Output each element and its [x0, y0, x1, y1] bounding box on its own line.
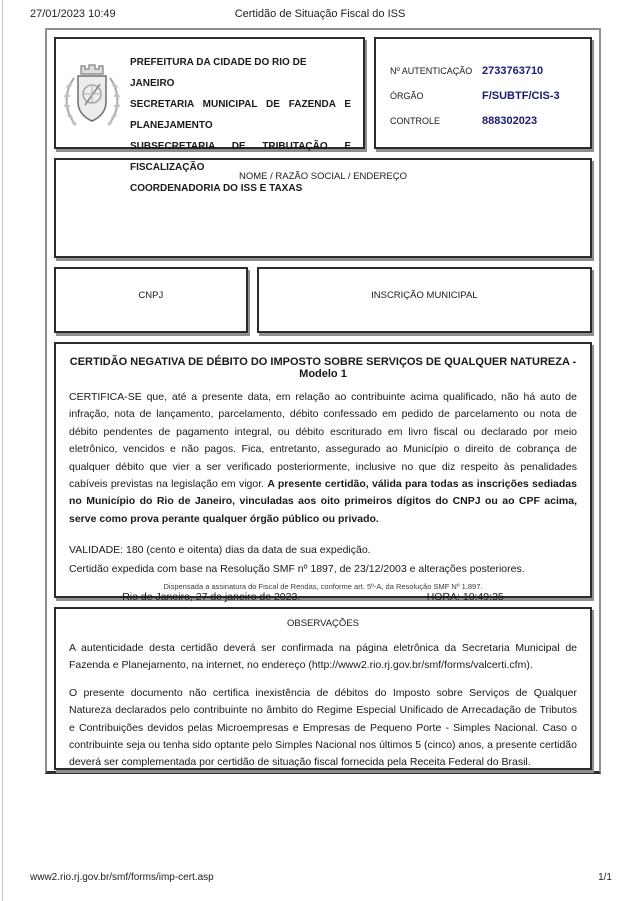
- issuer-line-subsecretaria: SUBSECRETARIA DE TRIBUTAÇÃO E FISCALIZAÇÃO: [130, 141, 351, 173]
- observation-paragraph-simples-nacional: O presente documento não certifica inexistência de débitos do Imposto sobre Serviços de Qualquer Natureza declarados pelo contribuinte no âmbito do Regime Especial Unificado de Arrecadação de Tributos e Contribuições devidos pelas Microempresas e Empresas de Pequeno Porte - Simples Nacional. Caso o contribuinte seja ou tenha sido optante pelo Simples Nacional nos últimos 5 (cinco) anos, a presente certidão deverá ser complementada por certidão de situação fiscal fornecida pela Receita Federal do Brasil.: [69, 686, 577, 769]
- print-footer-page-number: 1/1: [598, 872, 612, 883]
- resolution-line: Certidão expedida com base na Resolução SMF nº 1897, de 23/12/2003 e alterações posteriores.: [69, 563, 525, 576]
- coat-of-arms-icon: [62, 53, 122, 141]
- certificate-text-normal: CERTIFICA-SE que, até a presente data, em relação ao contribuinte acima qualificado, não há auto de infração, nota de lançamento, parcelamento, débito confessado em pedido de parcelamento ou nota de débito pendentes de pagamento integral, ou débito escriturado em livro fiscal ou declarado por meio eletrônico, vencidos e não pagos. Fica, entretanto, assegurado ao Município o direito de cobrança de qualquer débito que vier a ser verificado posteriormente, inclusive no que diz respeito às penalidades cabíveis previstas na legislação em vigor.: [69, 391, 577, 491]
- cnpj-box: [54, 267, 248, 333]
- issuer-line-coordenadoria: COORDENADORIA DO ISS E TAXAS: [130, 183, 303, 194]
- auth-number-label: Nº AUTENTICAÇÃO: [390, 66, 473, 76]
- auth-row-autenticacao: [390, 65, 584, 77]
- municipal-registration-box: [257, 267, 592, 333]
- name-address-label: NOME / RAZÃO SOCIAL / ENDEREÇO: [238, 171, 408, 182]
- issuer-line-prefeitura: PREFEITURA DA CIDADE DO RIO DE JANEIRO: [130, 57, 307, 89]
- observations-box: [54, 607, 592, 770]
- browser-print-header: [30, 8, 610, 22]
- authentication-box: [374, 37, 592, 149]
- print-footer-url: www2.rio.rj.gov.br/smf/forms/imp-cert.asp: [30, 872, 214, 883]
- auth-number-value: 2733763710: [482, 65, 544, 77]
- organ-value: F/SUBTF/CIS-3: [482, 90, 560, 102]
- control-value: 888302023: [482, 115, 538, 127]
- cnpj-label: CNPJ: [138, 290, 164, 301]
- issuer-line-secretaria: SECRETARIA MUNICIPAL DE FAZENDA E PLANEJAMENTO: [130, 99, 351, 131]
- print-header-datetime: 27/01/2023 10:49: [30, 8, 116, 20]
- page-edge-line: [2, 0, 3, 901]
- observations-title: OBSERVAÇÕES: [287, 618, 359, 629]
- registration-row: [54, 267, 592, 333]
- control-label: CONTROLE: [390, 116, 441, 126]
- municipal-registration-label: INSCRIÇÃO MUNICIPAL: [371, 290, 478, 301]
- issue-date-row: [69, 591, 577, 603]
- issue-time: HORA: 10:49:35: [426, 591, 504, 604]
- auth-row-orgao: [390, 90, 584, 102]
- certificate-sheet: [45, 28, 601, 774]
- print-header-title: Certidão de Situação Fiscal do ISS: [234, 8, 406, 20]
- signature-waiver-note: Dispensada a assinatura do Fiscal de Rendas, conforme art. 5º-A, da Resolução SMF Nº 1.897.: [163, 582, 483, 591]
- validity-line: VALIDADE: 180 (cento e oitenta) dias da data de sua expedição.: [69, 544, 371, 557]
- certificate-body-box: [54, 342, 592, 604]
- observation-paragraph-authenticity: A autenticidade desta certidão deverá ser confirmada na página eletrônica da Secretaria Municipal de Fazenda e Planejamento, na internet, no endereço (http://www2.rio.rj.gov.br/smf/forms/valcerti.cfm).: [69, 642, 577, 672]
- certificate-text: [69, 389, 577, 528]
- certificate-text-bold: A presente certidão, válida para todas as inscrições sediadas no Município do Rio de Janeiro, vinculadas aos oito primeiros dígitos do CNPJ ou ao CPF acima, serve como prova perante qualquer órgão público ou privado.: [69, 478, 577, 525]
- issue-place-date: Rio de Janeiro, 27 de janeiro de 2023.: [122, 591, 301, 604]
- auth-row-controle: [390, 115, 584, 127]
- organ-label: ÓRGÃO: [390, 91, 424, 101]
- browser-print-footer: [30, 872, 612, 883]
- certificate-title: CERTIDÃO NEGATIVA DE DÉBITO DO IMPOSTO SOBRE SERVIÇOS DE QUALQUER NATUREZA - Modelo 1: [69, 356, 577, 380]
